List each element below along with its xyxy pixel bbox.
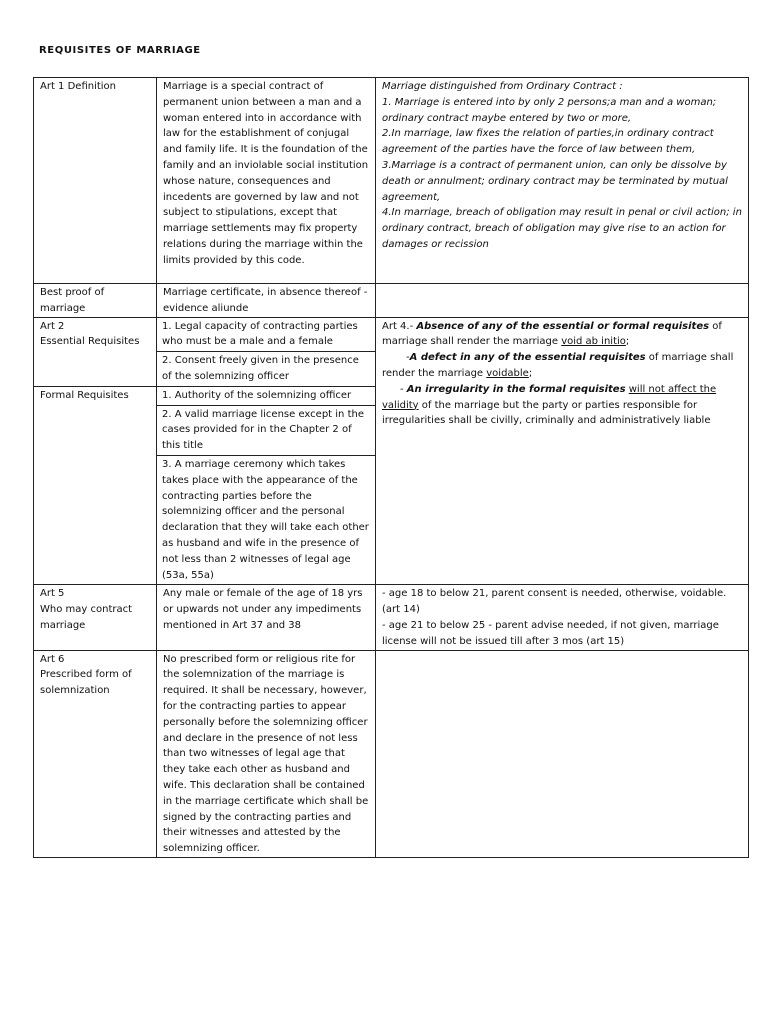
proof-text: Marriage certificate, in absence thereof - evidence aliunde [157, 284, 376, 318]
art4-not-affect-validity: will not affect the validity [382, 383, 717, 411]
art4-line2 [382, 350, 743, 382]
proof-empty-cell [376, 284, 749, 318]
table-row-art1 [34, 78, 749, 284]
art4-voidable: voidable [486, 367, 529, 379]
art5-label [34, 585, 157, 650]
art4-dash3: - [400, 383, 407, 395]
art6-label-line1: Art 6 [40, 653, 65, 665]
art5-note-2: - age 21 to below 25 - parent advise needed, if not given, marriage license will not be issued till after 3 mos (art 15) [382, 619, 719, 647]
art5-notes [376, 585, 749, 650]
art1-distinction [376, 78, 749, 284]
art1-note-4: 4.In marriage, breach of obligation may result in penal or civil action; in ordinary contract, breach of obligation may give rise to an action for damages or recission [382, 207, 742, 250]
art4-dash2: - [406, 352, 410, 364]
art5-label-line1: Art 5 [40, 588, 65, 600]
art4-bold1: Absence of any of the essential or formal requisites [416, 320, 710, 332]
art2-label-line2: Essential Requisites [40, 336, 140, 348]
art6-text: No prescribed form or religious rite for the solemnization of the marriage is required. It shall be necessary, however, for the contracting parties to appear personally before the solemnizing officer and declare in the presence of not less than two witnesses of legal age that they take each other as husband and wife. This declaration shall be contained in the marriage certificate which shall be signed by the contracting parties and their witnesses and attested by the solemnizing officer. [157, 650, 376, 857]
art4-line3 [382, 382, 743, 429]
art6-empty-cell [376, 650, 749, 857]
formal-label: Formal Requisites [34, 386, 157, 585]
table-row-art2 [34, 317, 749, 386]
art2-label [34, 317, 157, 386]
art1-note-3: 3.Marriage is a contract of permanent union, can only be dissolve by death or annulment; ordinary contract may be terminated by mutual agreement, [382, 159, 728, 203]
art4-text3: of the marriage but the party or parties responsible for irregularities shall be civilly, criminally and administratively liable [382, 399, 711, 427]
art4-text2-end: ; [528, 367, 533, 379]
formal-item-2: 2. A valid marriage license except in the cases provided for in the Chapter 2 of this title [157, 405, 375, 455]
art4-line1 [382, 319, 743, 351]
requisites-table [33, 77, 749, 858]
table-row-art5 [34, 585, 749, 650]
art1-label: Art 1 Definition [34, 78, 157, 284]
art4-bold3: An irregularity in the formal requisites [406, 383, 626, 395]
art5-text: Any male or female of the age of 18 yrs or upwards not under any impediments mentioned in Art 37 and 38 [157, 585, 376, 650]
art1-note-1: 1. Marriage is entered into by only 2 persons;a man and a woman; ordinary contract maybe entered by two or more, [382, 96, 717, 124]
art6-label [34, 650, 157, 857]
art4-void-ab-initio: void ab initio [561, 336, 626, 348]
proof-label: Best proof of marriage [34, 284, 157, 318]
art1-definition: Marriage is a special contract of permanent union between a man and a woman entered into in accordance with law for the establishment of conjugal and family life. It is the foundation of the family and an inviolable social institution whose nature, consequences and incedents are governed by law and not subject to stipulations, except that marriage settlements may fix property relations during the marriage within the limits provided by this code. [157, 78, 376, 284]
table-row-proof [34, 284, 749, 318]
art2-items [157, 317, 376, 386]
art2-item-1: 1. Legal capacity of contracting parties who must be a male and a female [162, 320, 358, 348]
art6-label-line2: Prescribed form of solemnization [40, 669, 132, 697]
art4-text1-end: ; [625, 336, 630, 348]
art5-label-line2: Who may contract marriage [40, 604, 133, 631]
art1-note-2: 2.In marriage, law fixes the relation of parties,in ordinary contract agreement of the parties have the force of law between them, [382, 128, 714, 156]
page-title: REQUISITES OF MARRIAGE [39, 45, 201, 56]
formal-items [157, 386, 376, 585]
table-row-art6 [34, 650, 749, 857]
art4-text2: of marriage shall render the marriage [382, 352, 734, 379]
art2-label-line1: Art 2 [40, 320, 65, 332]
formal-item-3: 3. A marriage ceremony which takes takes place with the appearance of the contracting parties before the solemnizing officer and the personal declaration that they will take each other as husband and wife in the presence of not less than 2 witnesses of legal age (53a, 55a) [157, 455, 375, 584]
art4-cell [376, 317, 749, 585]
art2-item-2: 2. Consent freely given in the presence of the solemnizing officer [157, 351, 375, 386]
art4-text1: of marriage shall render the marriage [382, 320, 722, 348]
art5-note-1: - age 18 to below 21, parent consent is needed, otherwise, voidable. (art 14) [382, 588, 727, 616]
art4-bold2: A defect in any of the essential requisites [409, 352, 646, 364]
art4-prefix: Art 4.- [382, 320, 417, 332]
art1-note-heading: Marriage distinguished from Ordinary Contract : [382, 81, 623, 92]
formal-item-1: 1. Authority of the solemnizing officer [162, 389, 352, 401]
